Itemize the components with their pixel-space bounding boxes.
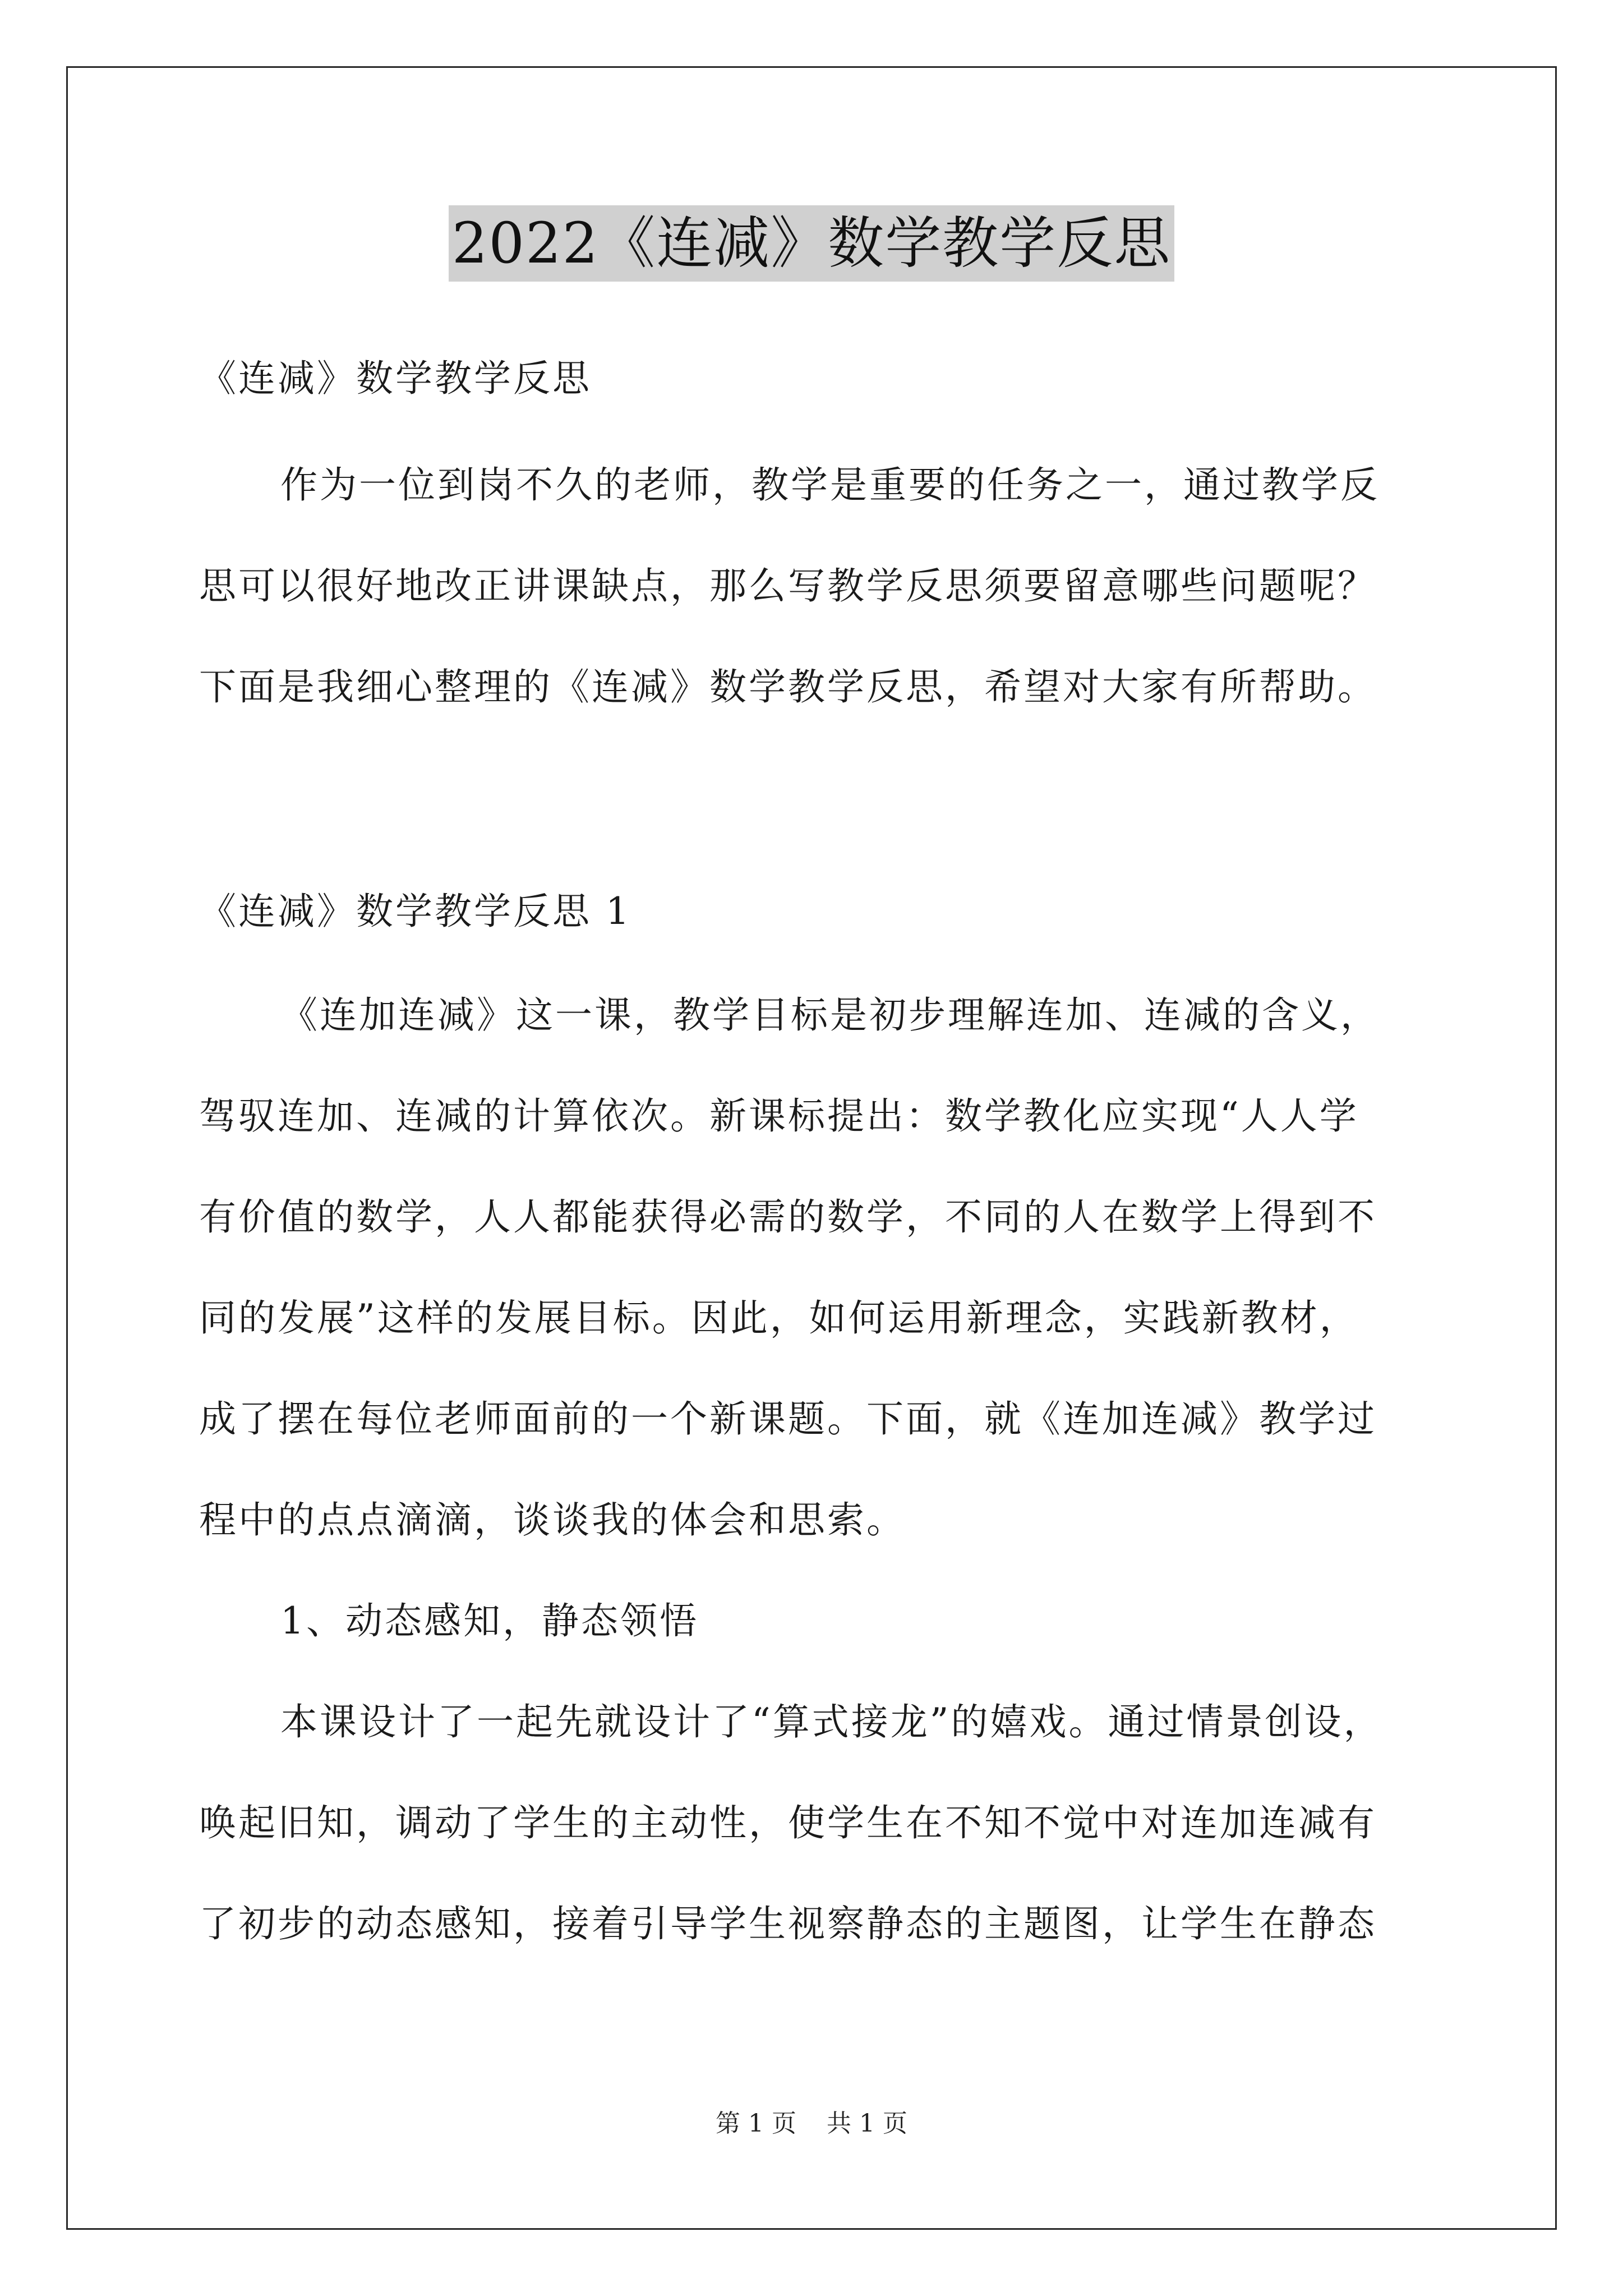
- document-title: 2022《连减》数学教学反思: [449, 205, 1175, 282]
- section-line-3: 有价值的数学，人人都能获得必需的数学，不同的人在数学上得到不: [199, 1195, 1377, 1239]
- point-line-2: 唤起旧知，调动了学生的主动性，使学生在不知不觉中对连加连减有: [199, 1801, 1377, 1844]
- page-total: 共 1 页: [827, 2109, 907, 2138]
- section-line-6: 程中的点点滴滴，谈谈我的体会和思索。: [199, 1498, 906, 1542]
- section-line-5: 成了摆在每位老师面前的一个新课题。下面，就《连加连减》教学过: [199, 1397, 1377, 1441]
- section-heading: 《连减》数学教学反思 1: [199, 890, 631, 933]
- page-footer: [0, 2107, 1623, 2141]
- point-line-1: 本课设计了一起先就设计了“算式接龙”的嬉戏。通过情景创设，: [280, 1700, 1383, 1743]
- section-line-1: 《连加连减》这一课，教学目标是初步理解连加、连减的含义，: [280, 993, 1380, 1037]
- point-heading: 1、动态感知，静态领悟: [280, 1599, 699, 1642]
- intro-line-3: 下面是我细心整理的《连减》数学教学反思，希望对大家有所帮助。: [199, 665, 1377, 708]
- title-container: [0, 205, 1623, 282]
- document-subtitle: 《连减》数学教学反思: [199, 357, 592, 400]
- section-line-4: 同的发展”这样的发展目标。因此，如何运用新理念，实践新教材，: [199, 1296, 1359, 1340]
- intro-line-2: 思可以很好地改正讲课缺点，那么写教学反思须要留意哪些问题呢？: [199, 564, 1377, 608]
- intro-line-1: 作为一位到岗不久的老师，教学是重要的任务之一，通过教学反: [280, 463, 1380, 507]
- point-line-3: 了初步的动态感知，接着引导学生视察静态的主题图，让学生在静态: [199, 1902, 1377, 1945]
- section-line-2: 驾驭连加、连减的计算依次。新课标提出：数学教化应实现“人人学: [199, 1094, 1359, 1138]
- page-number: 第 1 页: [716, 2109, 796, 2138]
